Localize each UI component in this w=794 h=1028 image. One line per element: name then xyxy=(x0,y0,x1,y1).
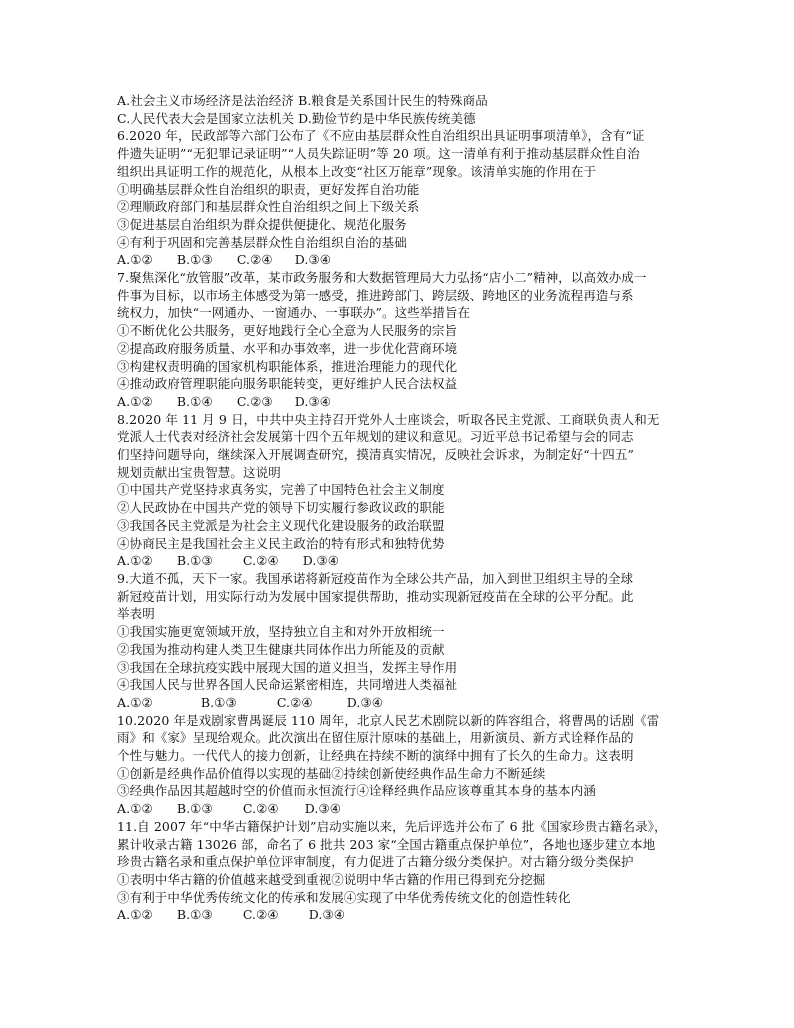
question-7 xyxy=(117,269,677,411)
answer-choices xyxy=(117,552,677,570)
question-stem-line: 件事为目标，以市场主体感受为第一感受，推进跨部门、跨层级、跨地区的业务流程再造与系 xyxy=(117,287,634,303)
question-stem-line: 举表明 xyxy=(117,606,155,622)
statement: ②我国为推动构建人类卫生健康共同体作出力所能及的贡献 xyxy=(117,641,445,657)
answer-choice-a[interactable]: A.①② xyxy=(117,553,153,569)
answer-choice-b[interactable]: B.①③ xyxy=(176,252,213,268)
answer-choice-c[interactable]: C.②③ xyxy=(236,393,273,409)
statement: ③经典作品因其超越时空的价值而永恒流行④诠释经典作品应该尊重其本身的基本内涵 xyxy=(117,783,596,799)
answer-choice-c[interactable]: C.②④ xyxy=(242,907,279,923)
answer-choices xyxy=(117,251,677,269)
answer-choice-d[interactable]: D.③④ xyxy=(302,553,340,569)
answer-choice-c[interactable]: C.②④ xyxy=(276,694,313,710)
statement: ①表明中华古籍的价值越来越受到重视②说明中华古籍的作用已得到充分挖掘 xyxy=(117,871,546,887)
answer-choice-d[interactable]: D.③④ xyxy=(294,252,332,268)
question-10 xyxy=(117,712,677,818)
answer-choice-b[interactable]: B.①④ xyxy=(176,393,213,409)
question-list xyxy=(117,127,677,924)
q5-option-cd: C.人民代表大会是国家立法机关 D.勤俭节约是中华民族传统美德 xyxy=(117,110,476,126)
question-stem-line: 累计收录古籍 13026 部，命名了 6 批共 203 家“全国古籍重点保护单位”，各地也逐步建立本地 xyxy=(117,836,656,852)
question-stem-line: 珍贵古籍名录和重点保护单位评审制度，有力促进了古籍分级分类保护。对古籍分级分类保护 xyxy=(117,854,634,870)
question-stem-line: 8.2020 年 11 月 9 日，中共中央主持召开党外人士座谈会，听取各民主党派、工商联负责人和无 xyxy=(117,411,660,427)
answer-choice-d[interactable]: D.③④ xyxy=(346,694,384,710)
q5-option-ab: A.社会主义市场经济是法治经济 B.粮食是关系国计民生的特殊商品 xyxy=(117,93,488,108)
statement: ②提高政府服务质量、水平和办事效率，进一步优化营商环境 xyxy=(117,340,458,356)
answer-choice-c[interactable]: C.②④ xyxy=(242,801,279,817)
question-stem-line: 11.自 2007 年“中华古籍保护计划”启动实施以来，先后评选并公布了 6 批《国家珍贵古籍名录》， xyxy=(117,818,667,834)
question-stem-line: 9.大道不孤，天下一家。我国承诺将新冠疫苗作为全球公共产品，加入到世卫组织主导的全球 xyxy=(117,570,634,586)
statement: ④协商民主是我国社会主义民主政治的特有形式和独特优势 xyxy=(117,535,445,551)
question-stem-line: 6.2020 年，民政部等六部门公布了《不应由基层群众性自治组织出具证明事项清单》，含有“证 xyxy=(117,128,645,144)
answer-choices xyxy=(117,393,677,411)
answer-choice-c[interactable]: C.②④ xyxy=(236,252,273,268)
question-9 xyxy=(117,570,677,712)
statement: ③我国在全球抗疫实践中展现大国的道义担当，发挥主导作用 xyxy=(117,659,458,675)
statement: ③促进基层自治组织为群众提供便捷化、规范化服务 xyxy=(117,216,407,232)
question-stem-line: 雨》和《家》呈现给观众。此次演出在留住原汁原味的基础上，用新演员、新方式诠释作品的 xyxy=(117,730,634,746)
statement: ①创新是经典作品价值得以实现的基础②持续创新使经典作品生命力不断延续 xyxy=(117,765,546,781)
statement: ③我国各民主党派是为社会主义现代化建设服务的政治联盟 xyxy=(117,517,445,533)
statement: ①我国实施更宽领域开放，坚持独立自主和对外开放相统一 xyxy=(117,624,445,640)
answer-choice-a[interactable]: A.①② xyxy=(117,393,153,409)
exam-page xyxy=(117,92,677,924)
question-stem-line: 组织出具证明工作的规范化，从根本上改变“社区万能章”现象。该清单实施的作用在于 xyxy=(117,163,597,179)
statement: ④有利于巩固和完善基层群众性自治组织自治的基础 xyxy=(117,234,407,250)
question-stem-line: 7.聚焦深化“放管服”改革，某市政务服务和大数据管理局大力弘扬“店小二”精神，以高效办成一 xyxy=(117,270,647,286)
statement: ①明确基层群众性自治组织的职责，更好发挥自治功能 xyxy=(117,181,420,197)
answer-choice-b[interactable]: B.①③ xyxy=(176,907,213,923)
answer-choice-b[interactable]: B.①③ xyxy=(176,553,213,569)
question-stem-line: 们坚持问题导向，继续深入开展调查研究，摸清真实情况，反映社会诉求，为制定好“十四五” xyxy=(117,447,634,463)
statement: ③有利于中华优秀传统文化的传承和发展④实现了中华优秀传统文化的创造性转化 xyxy=(117,889,571,905)
question-8 xyxy=(117,411,677,570)
question-11 xyxy=(117,818,677,924)
answer-choices xyxy=(117,906,677,924)
question-stem-line: 件遗失证明”“无犯罪记录证明”“人员失踪证明”等 20 项。这一清单有利于推动基层群众性自治 xyxy=(117,146,640,162)
answer-choice-d[interactable]: D.③④ xyxy=(294,393,332,409)
question-stem-line: 统权力，加快“一网通办、一窗通办、一事联办”。这些举措旨在 xyxy=(117,305,471,321)
answer-choice-a[interactable]: A.①② xyxy=(117,694,153,710)
answer-choice-a[interactable]: A.①② xyxy=(117,801,153,817)
answer-choice-c[interactable]: C.②④ xyxy=(242,553,279,569)
question-stem-line: 党派人士代表对经济社会发展第十四个五年规划的建议和意见。习近平总书记希望与会的同志 xyxy=(117,429,634,445)
answer-choice-d[interactable]: D.③④ xyxy=(308,907,346,923)
statement: ④推动政府管理职能向服务职能转变，更好维护人民合法权益 xyxy=(117,376,458,392)
question-stem-line: 新冠疫苗计划，用实际行动为发展中国家提供帮助，推动实现新冠疫苗在全球的公平分配。此 xyxy=(117,588,634,604)
statement: ②理顺政府部门和基层群众性自治组织之间上下级关系 xyxy=(117,199,420,215)
statement: ①不断优化公共服务，更好地践行全心全意为人民服务的宗旨 xyxy=(117,323,458,339)
question-stem-line: 10.2020 年是戏剧家曹禺诞辰 110 周年，北京人民艺术剧院以新的阵容组合，将曹禺的话剧《雷 xyxy=(117,712,660,728)
answer-choice-b[interactable]: B.①③ xyxy=(176,801,213,817)
answer-choices xyxy=(117,694,677,712)
question-6 xyxy=(117,127,677,269)
answer-choice-a[interactable]: A.①② xyxy=(117,907,153,923)
statement: ③构建权责明确的国家机构职能体系，推进治理能力的现代化 xyxy=(117,358,458,374)
answer-choice-b[interactable]: B.①③ xyxy=(200,694,237,710)
question-stem-line: 规划贡献出宝贵智慧。这说明 xyxy=(117,464,281,480)
answer-choice-a[interactable]: A.①② xyxy=(117,252,153,268)
answer-choices xyxy=(117,800,677,818)
answer-choice-d[interactable]: D.③④ xyxy=(304,801,342,817)
statement: ②人民政协在中国共产党的领导下切实履行参政议政的职能 xyxy=(117,500,445,516)
statement: ④我国人民与世界各国人民命运紧密相连，共同增进人类福祉 xyxy=(117,677,458,693)
statement: ①中国共产党坚持求真务实，完善了中国特色社会主义制度 xyxy=(117,482,445,498)
question-stem-line: 个性与魅力。一代代人的接力创新，让经典在持续不断的演绎中拥有了长久的生命力。这表明 xyxy=(117,748,634,764)
